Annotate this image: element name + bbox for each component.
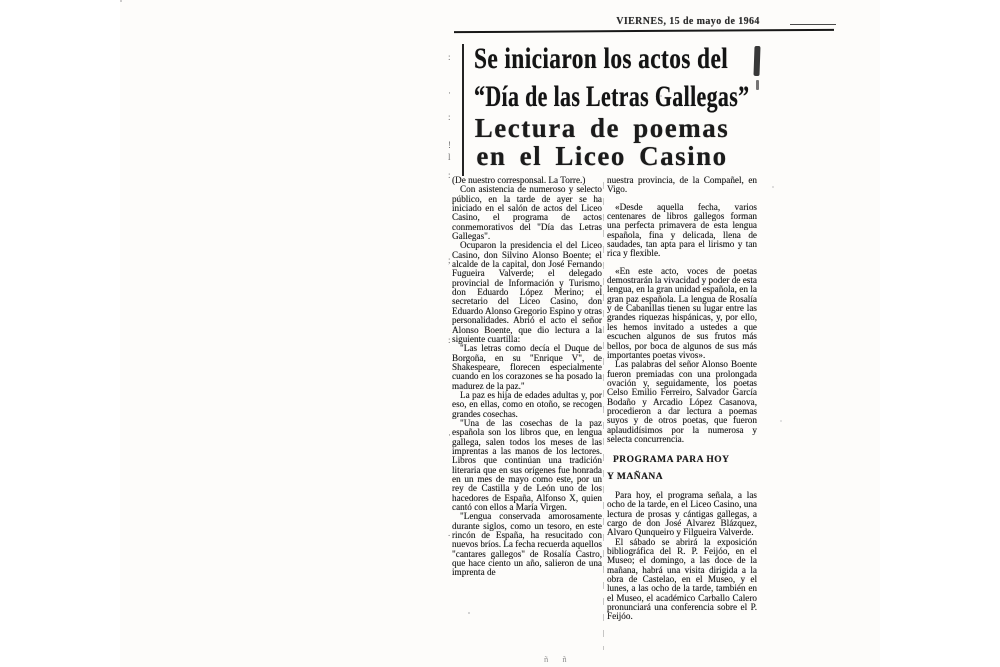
paragraph: l: [448, 152, 451, 162]
section-header: [607, 456, 757, 482]
paragraph: Para hoy, el programa señala, a las ocho de la tarde, en el Liceo Casino, una lectura de prosas y cántigas gallegas, a cargo de don José Alvarez Blázquez, Alvaro Qunqueiro y Filgueira Valverde.: [607, 489, 757, 538]
paragraph: ·: [448, 88, 451, 98]
paragraph: ;: [448, 255, 451, 265]
paragraph: «Desde aquella fecha, varios centenares de libros gallegos forman una perfecta primavera de esta lengua española, fina y delicada, llena de saudades, tan apta para el lirismo y tan rica y flexible.: [607, 201, 757, 259]
paragraph: .: [448, 528, 451, 538]
paragraph: «En este acto, voces de poetas demostrarán la vivacidad y poder de esta lengua, en la gran unidad española, en la gran paz española. La lengua de Rosalía y de Cabanillas tienen su lugar entre las grandes riquezas hispánicas, y, por ello, les hemos invitado a ustedes a que escuchen algunos de sus frutos más bellos, por boca de algunos de sus más importantes poetas vivos».: [607, 265, 758, 360]
right-column-bottom: [607, 491, 757, 622]
paragraph: La paz es hija de edades adultas y, por eso, en ellas, como en otoño, se recogen grandes cosechas.: [452, 389, 602, 419]
paragraph: Las palabras del señor Alonso Boente fueron premiadas con una prolongada ovación y, seguidamente, los poetas Celso Emilio Ferreiro, Salvador García Bodaño y Arcadio López Casanova, procedieron a dar lectura a poemas suyos y de otros poetas, que fueron aplaudidísimos por la numerosa y selecta concurrencia.: [607, 359, 757, 444]
section-header-line-1: PROGRAMA PARA HOY: [613, 455, 730, 466]
paragraph: Ocuparon la presidencia el del Liceo Casino, don Silvino Alonso Boente; el alcalde de la capital, don José Fernando Fugueira Valverde; el delegado provincial de Información y Turismo, don Eduardo López Merino; el secretario del Liceo Casino, don Eduardo Alonso Gregorio Espino y otras personalidades. Abrió el acto el señor Alonso Boente, que dio lectura a la siguiente cuartilla:: [452, 240, 602, 344]
paragraph: :: [448, 52, 451, 62]
ink-mark: [756, 80, 759, 90]
article-right-column: [607, 176, 757, 622]
masthead-rule: [454, 29, 834, 33]
paragraph: "Lengua conservada amorosamente durante siglos, como un tesoro, en este rincón de España, ha resucitado con nuevos bríos. La fecha recuerda aquellos "cantares gallegos" de Rosalía Castro, que hace ciento un año, salieron de una imprenta de: [452, 511, 602, 578]
subheadline: [470, 114, 734, 170]
paragraph: "Las letras como decía el Duque de Borgoña, en su "Enrique V", de Shakespeare, florecen especialmente cuando en los corazones se ha posado la madurez de la paz.": [452, 343, 602, 391]
masthead-rule-fragment: [790, 24, 836, 25]
subheadline-line-1: Lectura de poemas: [474, 113, 730, 143]
headline-vertical-rule: [462, 44, 464, 176]
headline: [474, 40, 851, 116]
paragraph: :: [448, 112, 451, 122]
cut-off-text-fragment: ñ ñ: [544, 654, 573, 664]
ink-mark: [753, 46, 760, 76]
right-column-top: [607, 176, 757, 444]
dateline: VIERNES, 15 de mayo de 1964: [616, 16, 760, 27]
paragraph: !: [448, 140, 451, 150]
article-left-column: [452, 176, 602, 578]
paragraph: "Una de las cosechas de la paz española son los libros que, en lengua gallega, salen todos los meses de las imprentas a las manos de los lectores. Libros que continúan una tradición literaria que en sus orígenes fue honrada en un mes de mayo como este, por un rey de Castilla y de León uno de los hacedores de España, Alfonso X, quien cantó con ellos a María Virgen.: [452, 417, 602, 513]
scan-noise-specks: [120, 0, 122, 2]
paragraph: El sábado se abrirá la exposición bibliográfica del R. P. Feijóo, en el Museo; el domingo, a las doce de la mañana, habrá una visita dirigida a la obra de Castelao, en el Museo, y el lunes, a las ocho de la tarde, también en el Museo, el académico Carballo Calero pronunciará una conferencia sobre el P. Feijóo.: [607, 536, 757, 622]
paragraph: (De nuestro corresponsal. La Torre.): [452, 175, 586, 185]
paragraph: ·: [448, 430, 451, 440]
headline-line-2: “Día de las Letras Gallegas”: [474, 80, 750, 113]
paragraph: nuestra provincia, de la Compañel, en Vigo.: [607, 175, 757, 195]
headline-line-1: Se iniciaron los actos del: [474, 42, 729, 75]
subheadline-line-2: en el Liceo Casino: [476, 141, 728, 171]
newspaper-clipping: [120, 0, 880, 667]
paragraph: :: [448, 170, 451, 180]
column-divider: [603, 182, 604, 650]
scan-margin-marks: [448, 0, 458, 667]
paragraph: :: [448, 335, 451, 345]
paragraph: Con asistencia de numeroso y selecto público, en la tarde de ayer se ha iniciado en el salón de actos del Liceo Casino, el programa de actos conmemorativos del "Día das Letras Gallegas".: [452, 184, 602, 242]
section-header-line-2: Y MAÑANA: [607, 471, 664, 482]
